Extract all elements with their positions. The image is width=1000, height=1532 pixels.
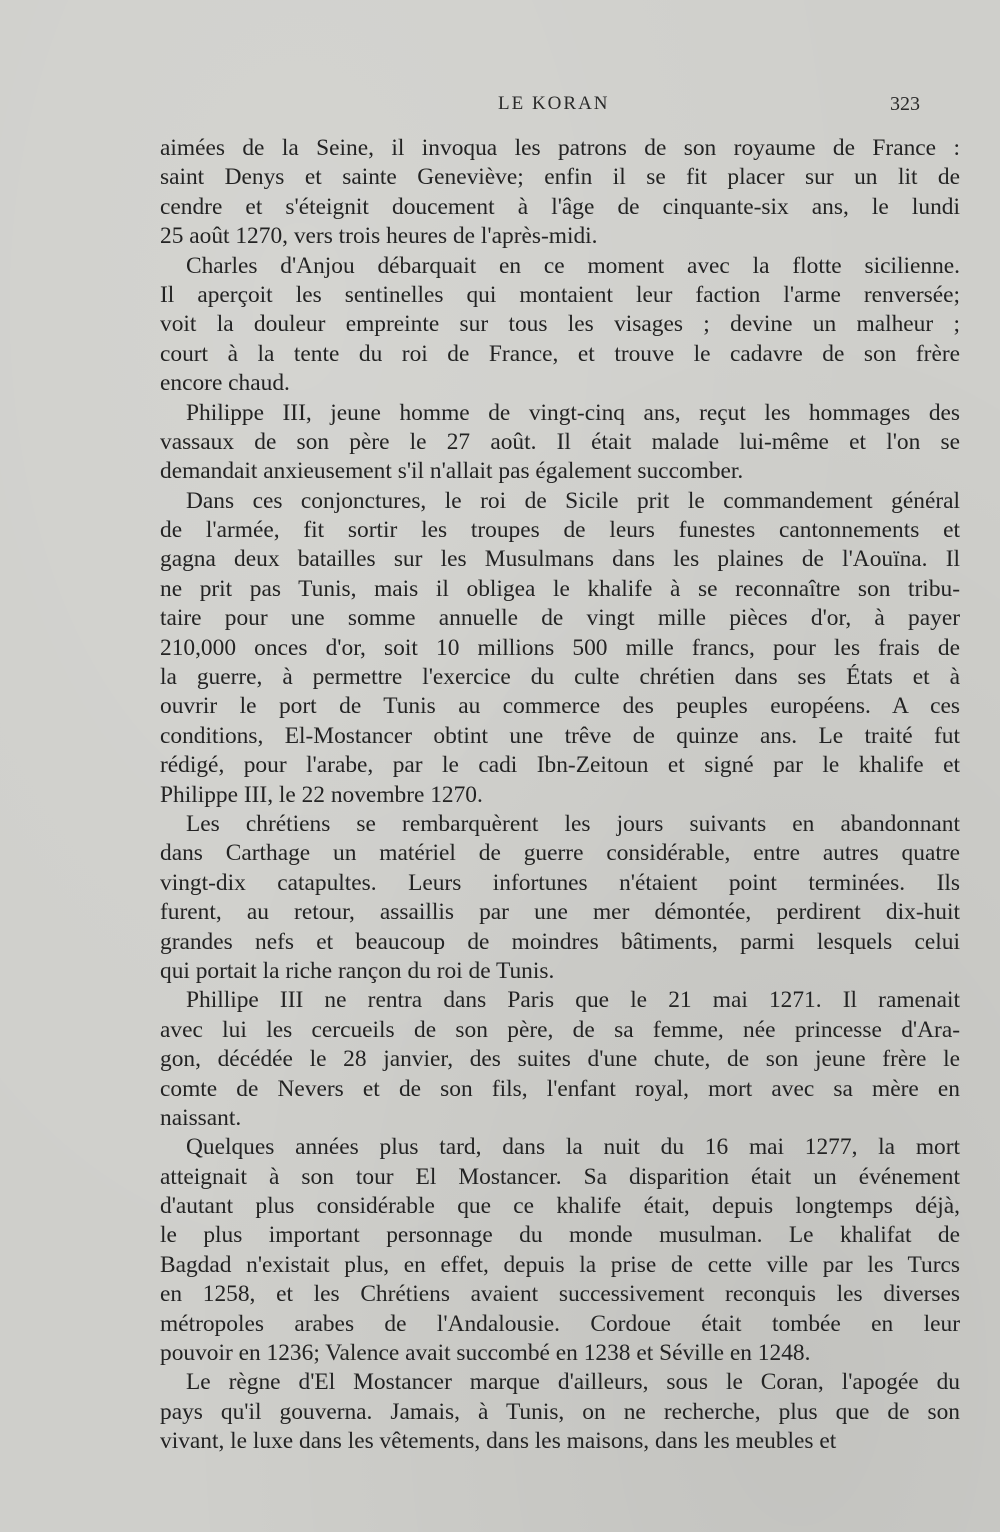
- running-head: [160, 93, 960, 121]
- text-line: demandait anxieusement s'il n'allait pas également succomber.: [160, 458, 744, 485]
- text-line: d'autant plus considérable que ce khalife était, depuis longtemps déjà,: [160, 1193, 960, 1220]
- text-line: gon, décédée le 28 janvier, des suites d'une chute, de son jeune frère le: [160, 1046, 960, 1073]
- text-line: le plus important personnage du monde musulman. Le khalifat de: [160, 1222, 960, 1249]
- text-line: vingt-dix catapultes. Leurs infortunes n'étaient point terminées. Ils: [160, 869, 960, 896]
- text-line: Dans ces conjonctures, le roi de Sicile prit le commandement général: [186, 487, 960, 514]
- text-line: la guerre, à permettre l'exercice du culte chrétien dans ses États et à: [160, 664, 960, 691]
- text-line: avec lui les cercueils de son père, de sa femme, née princesse d'Ara-: [160, 1016, 960, 1043]
- text-line: 210,000 onces d'or, soit 10 millions 500 mille francs, pour les frais de: [160, 634, 960, 661]
- text-line: Il aperçoit les sentinelles qui montaient leur faction l'arme renversée;: [160, 281, 960, 308]
- text-line: gagna deux batailles sur les Musulmans dans les plaines de l'Aouïna. Il: [160, 546, 960, 573]
- text-line: taire pour une somme annuelle de vingt mille pièces d'or, à payer: [160, 605, 960, 632]
- text-line: cendre et s'éteignit doucement à l'âge de cinquante-six ans, le lundi: [160, 193, 960, 220]
- running-title: LE KORAN: [498, 93, 610, 114]
- paragraph: [160, 134, 960, 252]
- text-line: Quelques années plus tard, dans la nuit du 16 mai 1277, la mort: [186, 1134, 960, 1161]
- text-line: métropoles arabes de l'Andalousie. Cordoue était tombée en leur: [160, 1310, 960, 1337]
- paragraph: [160, 252, 960, 399]
- text-line: vassaux de son père le 27 août. Il était malade lui-même et l'on se: [160, 428, 960, 455]
- text-line: pays qu'il gouverna. Jamais, à Tunis, on ne recherche, plus que de son: [160, 1398, 960, 1425]
- text-line: Charles d'Anjou débarquait en ce moment avec la flotte sicilienne.: [186, 252, 960, 279]
- text-line: qui portait la riche rançon du roi de Tunis.: [160, 957, 555, 984]
- text-line: dans Carthage un matériel de guerre considérable, entre autres quatre: [160, 840, 960, 867]
- text-line: Les chrétiens se rembarquèrent les jours suivants en abandonnant: [186, 810, 960, 837]
- paragraph: [160, 399, 960, 487]
- text-line: de l'armée, fit sortir les troupes de leurs funestes cantonnements et: [160, 517, 960, 544]
- text-line: comte de Nevers et de son fils, l'enfant royal, mort avec sa mère en: [160, 1075, 960, 1102]
- text-line: ne prit pas Tunis, mais il obligea le khalife à se reconnaître son tribu-: [160, 575, 960, 602]
- text-line: 25 août 1270, vers trois heures de l'après-midi.: [160, 223, 598, 250]
- text-line: saint Denys et sainte Geneviève; enfin il se fit placer sur un lit de: [160, 164, 960, 191]
- text-line: pouvoir en 1236; Valence avait succombé en 1238 et Séville en 1248.: [160, 1340, 811, 1367]
- text-line: Bagdad n'existait plus, en effet, depuis la prise de cette ville par les Turcs: [160, 1251, 960, 1278]
- text-line: Le règne d'El Mostancer marque d'ailleurs, sous le Coran, l'apogée du: [186, 1369, 960, 1396]
- paragraph: [160, 1133, 960, 1368]
- paragraph: [160, 487, 960, 810]
- body-text: [160, 134, 960, 1457]
- paragraph: [160, 986, 960, 1133]
- text-line: vivant, le luxe dans les vêtements, dans les maisons, dans les meubles et: [160, 1428, 837, 1455]
- text-line: rédigé, pour l'arabe, par le cadi Ibn-Zeitoun et signé par le khalife et: [160, 752, 960, 779]
- text-line: ouvrir le port de Tunis au commerce des peuples européens. A ces: [160, 693, 960, 720]
- text-line: conditions, El-Mostancer obtint une trêve de quinze ans. Le traité fut: [160, 722, 960, 749]
- text-line: encore chaud.: [160, 370, 290, 397]
- text-line: en 1258, et les Chrétiens avaient successivement reconquis les diverses: [160, 1281, 960, 1308]
- text-line: Philippe III, le 22 novembre 1270.: [160, 781, 483, 808]
- text-line: aimées de la Seine, il invoqua les patrons de son royaume de France :: [160, 135, 960, 161]
- text-line: furent, au retour, assaillis par une mer démontée, perdirent dix-huit: [160, 899, 960, 926]
- page-number: 323: [890, 93, 920, 115]
- text-line: Phillipe III ne rentra dans Paris que le 21 mai 1271. Il ramenait: [186, 987, 960, 1014]
- text-line: voit la douleur empreinte sur tous les visages ; devine un malheur ;: [160, 311, 960, 338]
- paragraph: [160, 1368, 960, 1456]
- paragraph: [160, 810, 960, 986]
- text-line: grandes nefs et beaucoup de moindres bâtiments, parmi lesquels celui: [160, 928, 960, 955]
- text-line: Philippe III, jeune homme de vingt-cinq ans, reçut les hommages des: [186, 399, 960, 426]
- text-line: naissant.: [160, 1104, 242, 1131]
- text-line: court à la tente du roi de France, et trouve le cadavre de son frère: [160, 340, 960, 367]
- text-line: atteignait à son tour El Mostancer. Sa disparition était un événement: [160, 1163, 960, 1190]
